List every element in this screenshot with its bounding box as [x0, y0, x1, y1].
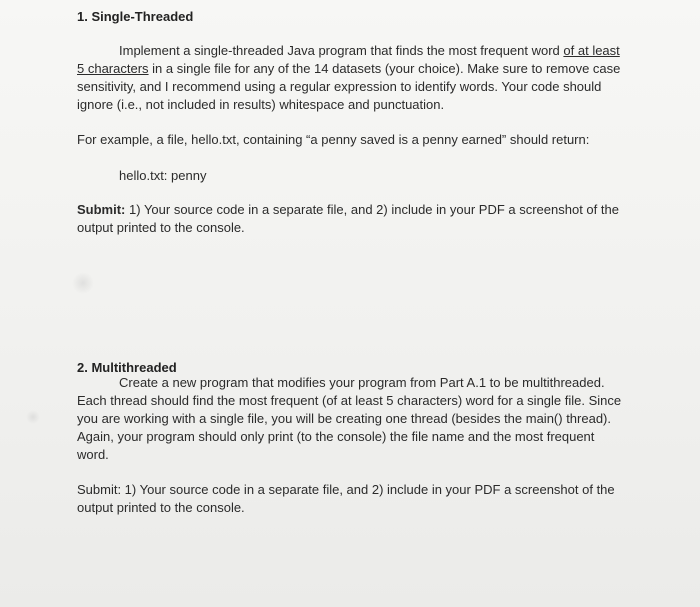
section2-para-line4: Again, your program should only print (to the console) the file name and the most frequent: [77, 429, 595, 444]
section2-heading: 2. Multithreaded: [77, 360, 177, 375]
section2-para-line1: Create a new program that modifies your program from Part A.1 to be multithreaded.: [119, 375, 605, 390]
section2-para-line5: word.: [77, 447, 109, 462]
example-text: For example, a file, hello.txt, containing “a penny saved is a penny earned” should return:: [77, 132, 590, 147]
section1-para-line1: Implement a single-threaded Java program that finds the most frequent word of at least: [119, 43, 620, 58]
section1-para-line2: 5 characters in a single file for any of the 14 datasets (your choice). Make sure to remove case: [77, 61, 621, 76]
paper-smudge: [72, 272, 94, 294]
section1-para-line3: sensitivity, and I recommend using a regular expression to identify words. Your code should: [77, 79, 602, 94]
section1-heading: 1. Single-Threaded: [77, 9, 194, 24]
section2-submit-line2: output printed to the console.: [77, 500, 245, 515]
section1-para-line4: ignore (i.e., not included in results) whitespace and punctuation.: [77, 97, 445, 112]
section1-submit-line1: Submit: 1) Your source code in a separate file, and 2) include in your PDF a screenshot of the: [77, 202, 619, 217]
section2-submit-line1: Submit: 1) Your source code in a separate file, and 2) include in your PDF a screenshot of the: [77, 482, 615, 497]
example-output: hello.txt: penny: [119, 168, 207, 183]
paper-smudge: [26, 410, 40, 424]
section2-para-line3: you are working with a single file, you will be creating one thread (besides the main() thread).: [77, 411, 611, 426]
section2-para-line2: Each thread should find the most frequent (of at least 5 characters) word for a single file. Since: [77, 393, 622, 408]
section1-submit-line2: output printed to the console.: [77, 220, 245, 235]
